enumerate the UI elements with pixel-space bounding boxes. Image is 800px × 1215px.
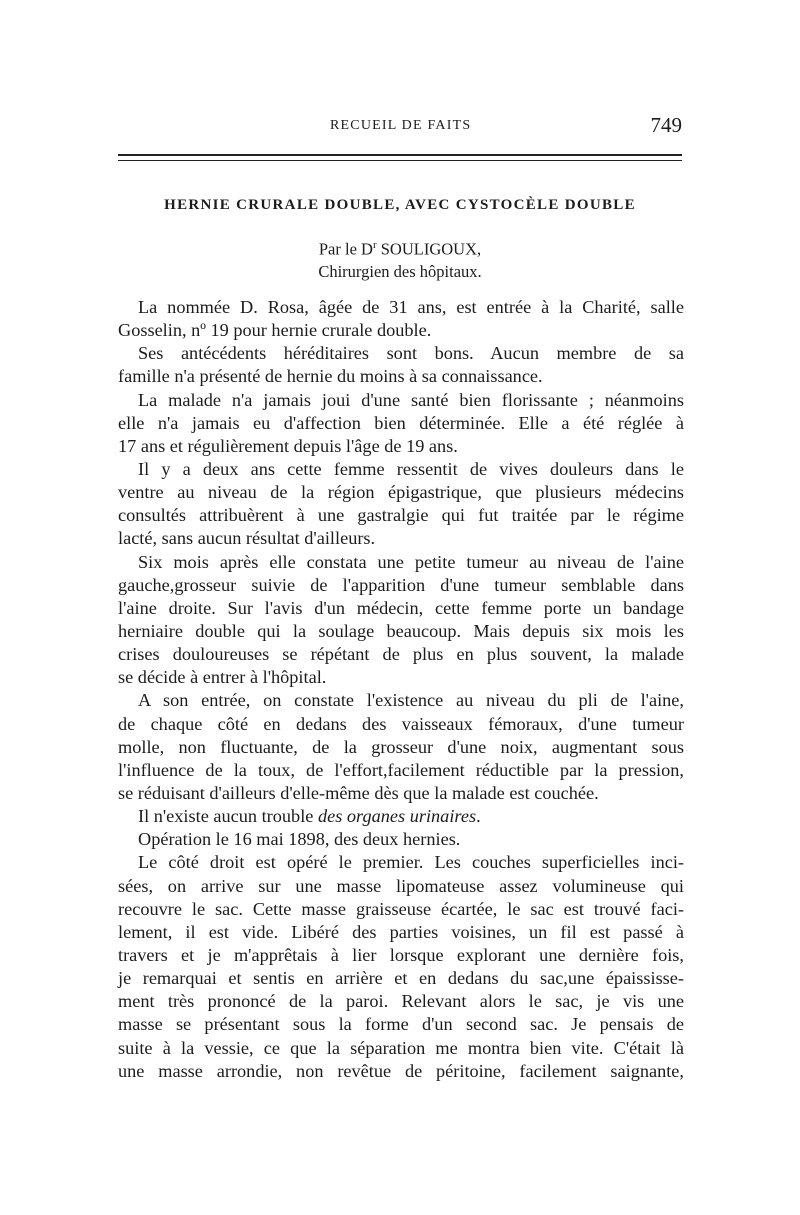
text-line: herniaire double qui la soulage beaucoup. Mais depuis six mois les — [118, 620, 684, 641]
text-line: crises douloureuses se répétant de plus en plus souvent, la malade — [118, 644, 684, 665]
text-line: recouvre le sac. Cette masse graisseuse écartée, le sac est trouvé faci- — [118, 898, 684, 919]
text-line: Il y a deux ans cette femme ressentit de vives douleurs dans le — [138, 458, 684, 479]
text-line: de chaque côté en dedans des vaisseaux fémoraux, d'une tumeur — [118, 713, 684, 734]
text-line: se réduisant d'ailleurs d'elle-même dès que la malade est couchée. — [118, 782, 599, 803]
text-line: La malade n'a jamais joui d'une santé bien florissante ; néanmoins — [138, 389, 684, 410]
page-header — [118, 113, 682, 140]
text-line: Opération le 16 mai 1898, des deux hernies. — [138, 829, 461, 850]
text-line: La nommée D. Rosa, âgée de 31 ans, est entrée à la Charité, salle — [138, 297, 684, 317]
text-line: Ses antécédents héréditaires sont bons. Aucun membre de sa — [138, 343, 684, 364]
text-line: famille n'a présenté de hernie du moins à sa connaissance. — [118, 366, 543, 387]
page-number: 749 — [650, 113, 682, 137]
text-line: l'aine droite. Sur l'avis d'un médecin, cette femme porte un bandage — [118, 597, 684, 618]
text-line: lacté, sans aucun résultat d'ailleurs. — [118, 528, 376, 549]
author-affiliation: Chirurgien des hôpitaux. — [318, 261, 482, 281]
body-text — [118, 296, 684, 1083]
text-line: gauche,grosseur suivie de l'apparition d'une tumeur semblable dans — [118, 574, 684, 595]
text-line: lement, il est vide. Libéré des parties voisines, un fil est passé à — [118, 921, 684, 942]
text-line: A son entrée, on constate l'existence au niveau du pli de l'aine, — [138, 690, 684, 711]
text-line — [118, 805, 684, 828]
text-line: je remarquai et sentis en arrière et en dedans du sac,une épaississe- — [118, 968, 684, 989]
text-line: Gosselin, nº 19 pour hernie crurale double. — [118, 320, 432, 341]
text-line: ment très prononcé de la paroi. Relevant alors le sac, je vis une — [118, 991, 684, 1012]
italic-text: des organes urinaires — [317, 806, 477, 827]
text-line: suite à la vessie, ce que la séparation me montra bien vite. C'était là — [118, 1037, 684, 1058]
running-head: RECUEIL DE FAITS — [330, 118, 472, 133]
text-line: Le côté droit est opéré le premier. Les couches superficielles inci- — [138, 852, 684, 873]
text-line: consultés attribuèrent à une gastralgie qui fut traitée par le régime — [118, 505, 684, 526]
text-line: Six mois après elle constata une petite tumeur au niveau de l'aine — [138, 551, 684, 572]
text-segment: . — [476, 806, 481, 827]
text-line: travers et je m'apprêtais à lier lorsque explorant une dernière fois, — [118, 944, 684, 965]
text-line: l'influence de la toux, de l'effort,facilement réductible par la pression, — [118, 759, 684, 780]
text-segment: Il n'existe aucun trouble — [138, 806, 318, 827]
text-line: sées, on arrive sur une masse lipomateuse assez volumineuse qui — [118, 875, 684, 896]
text-line: se décide à entrer à l'hôpital. — [118, 667, 327, 688]
author-name: SOULIGOUX, — [380, 239, 482, 259]
text-line: elle n'a jamais eu d'affection bien déterminée. Elle a été réglée à — [118, 412, 684, 433]
text-line: 17 ans et régulièrement depuis l'âge de 19 ans. — [118, 435, 458, 456]
header-rule — [118, 154, 682, 161]
text-line: molle, non fluctuante, de la grosseur d'une noix, augmentant sous — [118, 736, 684, 757]
author-line — [118, 234, 682, 261]
text-line: masse se présentant sous la forme d'un second sac. Je pensais de — [118, 1014, 684, 1035]
text-line: ventre au niveau de la région épigastrique, que plusieurs médecins — [118, 482, 684, 503]
article-title: HERNIE CRURALE DOUBLE, AVEC CYSTOCÈLE DOUBLE — [164, 197, 636, 213]
byline-prefix: Par le D — [318, 239, 373, 259]
byline-superscript: r — [372, 239, 377, 251]
byline — [118, 234, 682, 283]
text-line: une masse arrondie, non revêtue de péritoine, facilement saignante, — [118, 1060, 684, 1081]
